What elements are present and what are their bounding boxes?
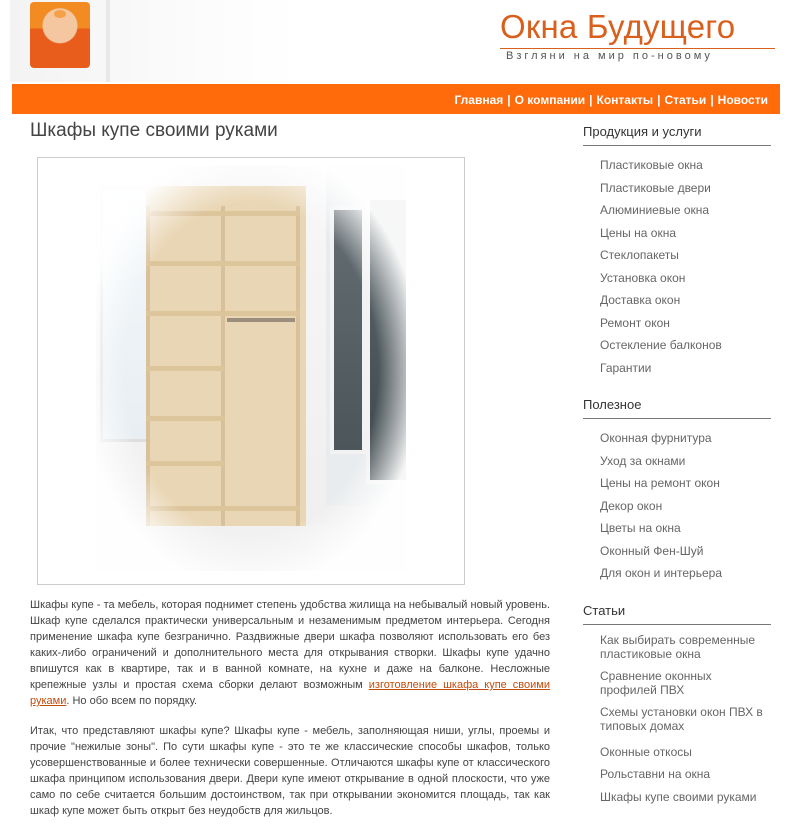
sidebar-link-plastic-windows[interactable]: Пластиковые окна — [600, 158, 703, 172]
site-title[interactable]: Окна Будущего — [500, 8, 736, 45]
sidebar-link-profile-comparison[interactable]: Сравнение оконных профилей ПВХ — [600, 668, 712, 697]
sidebar-articles — [583, 603, 771, 809]
sidebar-link-fittings[interactable]: Оконная фурнитура — [600, 431, 712, 445]
nav-separator: | — [710, 93, 714, 107]
paragraph-text: Шкафы купе - та мебель, которая поднимет степень удобства жилища на небывалый новый уровень. Шкаф купе сделался практически универсальным и незаменимым предметом интерьера. Сегодня применение шкафа купе безгранично. Раздвижные двери шкафа позволяют использовать его без каких-либо ограничений и дополнительного места для открывания створки. Шкафы купе удачно впишутся как в квартире, так и в ванной комнате, на кухне и даже на балконе. Несложные крепежные узлы и простая схема сборки делают возможным — [30, 599, 550, 691]
main-content — [30, 120, 550, 817]
sidebar-link-glass-units[interactable]: Стеклопакеты — [600, 248, 679, 262]
sidebar-link-roller-shutters[interactable]: Рольставни на окна — [600, 767, 711, 781]
nav-items — [454, 93, 768, 107]
inline-article-link[interactable]: изготовление шкафа купе своими руками — [30, 679, 550, 707]
sidebar-heading-articles: Статьи — [583, 603, 771, 625]
sidebar-link-installation-schemes[interactable]: Схемы установки окон ПВХ в типовых домах — [600, 704, 763, 733]
nav-news[interactable]: Новости — [717, 93, 768, 107]
sidebar-link-delivery[interactable]: Доставка окон — [600, 293, 681, 307]
nav-separator: | — [657, 93, 661, 107]
sidebar-heading-products: Продукция и услуги — [583, 124, 771, 146]
nav-separator: | — [589, 93, 593, 107]
nav-home[interactable]: Главная — [454, 93, 504, 107]
site-tagline: Взгляни на мир по-новому — [506, 50, 713, 62]
sidebar-link-balcony-glazing[interactable]: Остекление балконов — [600, 338, 722, 352]
paragraph-text: . Но обо всем по порядку. — [66, 695, 198, 707]
nav-about[interactable]: О компании — [514, 93, 586, 107]
sidebar-link-window-flowers[interactable]: Цветы на окна — [600, 521, 681, 535]
photo-divider — [106, 0, 110, 82]
main-navbar — [12, 84, 780, 114]
nav-separator: | — [507, 93, 511, 107]
sidebar-link-plastic-doors[interactable]: Пластиковые двери — [600, 180, 711, 195]
sidebar-link-repair-prices[interactable]: Цены на ремонт окон — [600, 476, 720, 490]
sidebar-link-warranty[interactable]: Гарантии — [600, 360, 652, 375]
sidebar-link-window-slopes[interactable]: Оконные откосы — [600, 744, 692, 759]
sidebar-link-window-decor[interactable]: Декор окон — [600, 498, 663, 513]
photo-vignette — [96, 166, 406, 571]
sidebar-useful — [583, 397, 771, 585]
sidebar-link-aluminium-windows[interactable]: Алюминиевые окна — [600, 203, 710, 217]
title-underline — [500, 48, 775, 49]
nav-articles[interactable]: Статьи — [664, 93, 707, 107]
article-image-frame — [37, 157, 465, 585]
article-paragraph-1 — [30, 597, 550, 709]
sidebar — [583, 124, 771, 826]
sidebar-link-window-care[interactable]: Уход за окнами — [600, 453, 686, 468]
sidebar-link-window-prices[interactable]: Цены на окна — [600, 225, 676, 240]
page-title: Шкафы купе своими руками — [30, 120, 278, 141]
child-photo — [30, 2, 90, 68]
sidebar-link-installation[interactable]: Установка окон — [600, 270, 686, 285]
article-paragraph-2: Итак, что представляют шкафы купе? Шкафы купе - мебель, заполняющая ниши, углы, проемы и прочие "нежилые зоны". По сути шкафы купе - это те же классические способы шкафов, только усовершенствованные и более технически совершенные. Отличаются шкафы купе от классического шкафа принципом использования двери. Двери купе имеют открывание в одной плоскости, что уже само по себе считается большим достоинством, так при открывании экономится площадь, так как шкаф купе может быть открыт без неудобств для жильцов. — [30, 725, 550, 817]
header-photo-banner — [10, 0, 300, 82]
sidebar-products — [583, 124, 771, 379]
nav-contacts[interactable]: Контакты — [596, 93, 654, 107]
article-text — [30, 597, 550, 833]
wardrobe-photo — [96, 166, 406, 571]
sidebar-link-diy-wardrobe[interactable]: Шкафы купе своими руками — [600, 789, 757, 804]
sidebar-heading-useful: Полезное — [583, 397, 771, 419]
sidebar-link-repair[interactable]: Ремонт окон — [600, 315, 670, 330]
sidebar-link-interior[interactable]: Для окон и интерьера — [600, 566, 723, 580]
site-header — [0, 0, 800, 84]
sidebar-link-choosing-windows[interactable]: Как выбирать современные пластиковые окна — [600, 632, 755, 661]
sidebar-link-feng-shui[interactable]: Оконный Фен-Шуй — [600, 543, 704, 558]
